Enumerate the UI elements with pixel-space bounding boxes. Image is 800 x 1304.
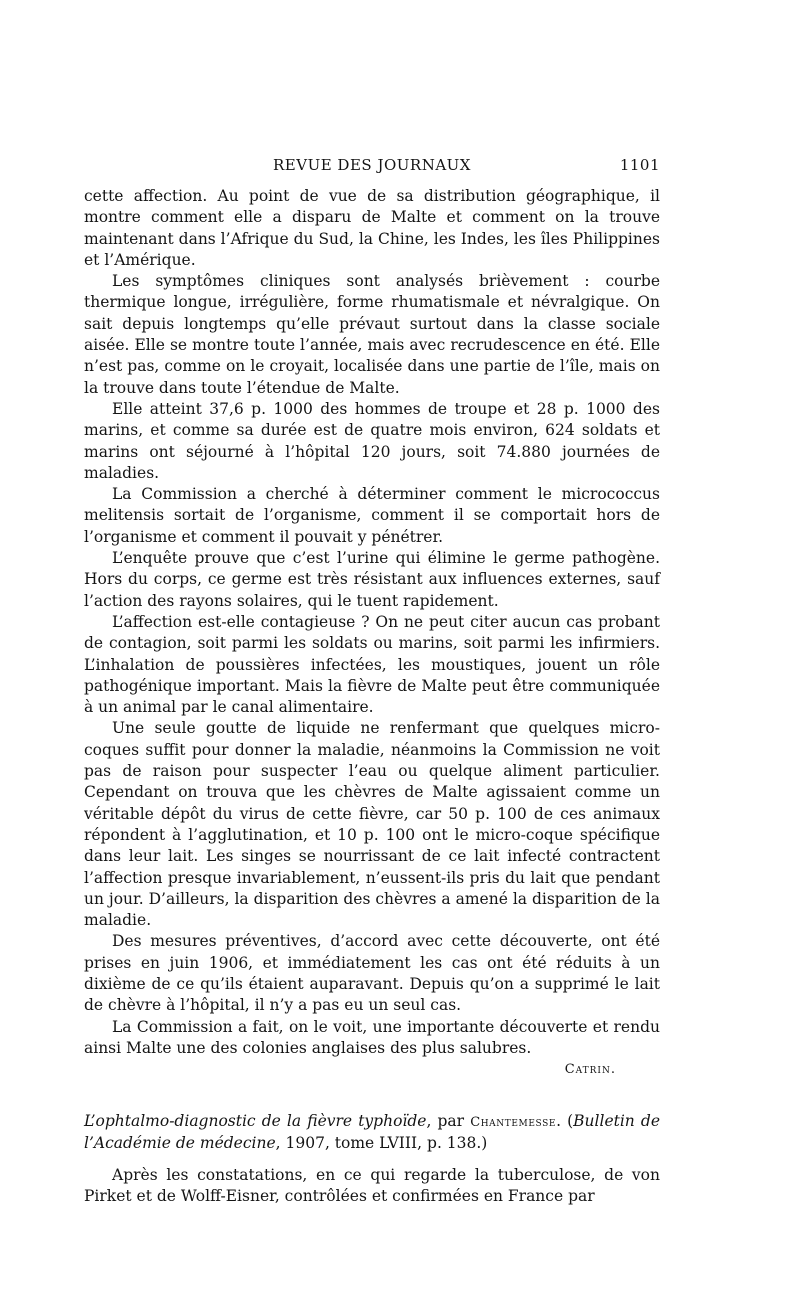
review-author: Chantemesse — [470, 1115, 557, 1131]
article-paragraph: La Commission a cherché à déterminer comment le micrococcus melitensis sortait de l’organisme, comment il se comportait hors de l’organisme et comment il pouvait y pénétrer. — [84, 485, 660, 546]
review-title: L’ophtalmo-diagnostic de la fièvre typhoïde — [84, 1112, 427, 1131]
review-heading — [84, 1111, 660, 1155]
review-source-journal: Bulletin de l’Académie de médecine — [84, 1112, 660, 1153]
review-by: , par — [426, 1112, 471, 1131]
page-number: 1101 — [619, 156, 660, 174]
article-paragraph: L’affection est-elle contagieuse ? On ne peut citer aucun cas probant de contagion, soit parmi les soldats ou marins, soit parmi les infirmiers. L’inhalation de poussières infectées, les moustiques, jouent un rôle pathogénique important. Mais la fièvre de Malte peut être communiquée à un animal par le canal alimentaire. — [84, 612, 660, 717]
author-signature: Catrin. — [564, 1062, 616, 1078]
article-paragraph: Elle atteint 37,6 p. 1000 des hommes de troupe et 28 p. 1000 des marins, et comme sa durée est de quatre mois environ, 624 soldats et marins ont séjourné à l’hôpital 120 jours, soit 74.880 journées de maladies. — [84, 399, 660, 482]
review-paragraph: Après les constatations, en ce qui regarde la tuberculose, de von Pirket et de Wolff-Eisner, contrôlées et confirmées en France par — [84, 1165, 660, 1206]
review-body — [84, 1165, 660, 1208]
article-paragraph: cette affection. Au point de vue de sa distribution géographique, il montre comment elle a disparu de Malte et comment on la trouve maintenant dans l’Afrique du Sud, la Chine, les Indes, les îles Philippines et l’Amérique. — [84, 187, 660, 269]
article-paragraph: La Commission a fait, on le voit, une importante découverte et rendu ainsi Malte une des colonies anglaises des plus salubres. — [84, 1017, 660, 1057]
article-paragraph: L’enquête prouve que c’est l’urine qui élimine le germe pathogène. Hors du corps, ce germe est très résistant aux influences externes, sauf l’action des rayons solaires, qui le tuent rapidement. — [84, 549, 660, 610]
running-header — [84, 150, 660, 180]
review-source-details: , 1907, tome LVIII, p. 138.) — [275, 1134, 488, 1153]
running-title: REVUE DES JOURNAUX — [273, 156, 471, 174]
article-body — [84, 186, 660, 1081]
journal-page — [84, 150, 660, 1207]
article-paragraph: Les symptômes cliniques sont analysés brièvement : courbe thermique longue, irrégulière, forme rhumatismale et névralgique. On sait depuis longtemps qu’elle prévaut surtout dans la classe sociale aisée. Elle se montre toute l’année, mais avec recrudescence en été. Elle n’est pas, comme on le croyait, localisée dans une partie de l’île, mais on la trouve dans toute l’étendue de Malte. — [84, 272, 660, 397]
review-source-open: . ( — [556, 1112, 574, 1131]
article-paragraph: Une seule goutte de liquide ne renfermant que quelques micro-coques suffit pour donner la maladie, néanmoins la Commission ne voit pas de raison pour suspecter l’eau ou quelque aliment particulier. Cependant on trouva que les chèvres de Malte agissaient comme un véritable dépôt du virus de cette fièvre, car 50 p. 100 de ces animaux répondent à l’agglutination, et 10 p. 100 ont le micro-coque spécifique dans leur lait. Les singes se nourrissant de ce lait infecté contractent l’affection presque invariablement, n’eussent-ils pris du lait que pendant un jour. D’ailleurs, la disparition des chèvres a amené la disparition de la maladie. — [84, 719, 660, 930]
article-paragraph: Des mesures préventives, d’accord avec cette découverte, ont été prises en juin 1906, et immédiatement les cas ont été réduits à un dixième de ce qu’ils étaient auparavant. Depuis qu’on a supprimé le lait de chèvre à l’hôpital, il n’y a pas eu un seul cas. — [84, 932, 660, 1015]
